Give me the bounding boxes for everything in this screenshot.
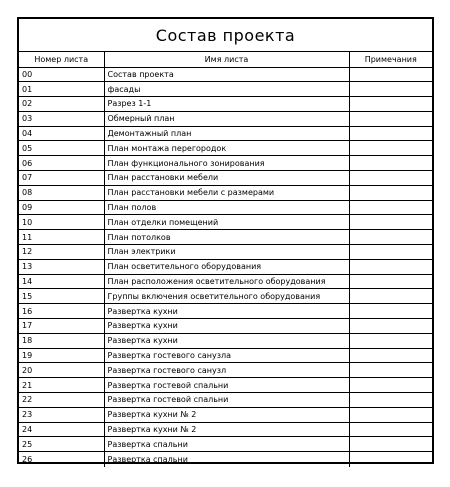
header-row: [19, 52, 432, 67]
table-row: [19, 333, 432, 348]
table-row: [19, 245, 432, 260]
sheet-name-cell: Развертка гостевой спальни: [104, 378, 349, 393]
notes-cell: [349, 452, 432, 467]
sheet-name-cell: План расстановки мебели с размерами: [104, 185, 349, 200]
table-row: [19, 82, 432, 97]
sheet-title: Состав проекта: [19, 19, 432, 52]
sheet-name-cell: Развертка гостевого санузл: [104, 363, 349, 378]
notes-cell: [349, 407, 432, 422]
sheet-name-cell: Группы включения осветительного оборудования: [104, 289, 349, 304]
column-header-sheet-number: Номер листа: [19, 52, 104, 67]
sheet-name-cell: Обмерный план: [104, 111, 349, 126]
sheet-number-cell: 03: [19, 111, 104, 126]
notes-cell: [349, 348, 432, 363]
sheet-name-cell: План монтажа перегородок: [104, 141, 349, 156]
notes-cell: [349, 333, 432, 348]
sheet-number-cell: 22: [19, 393, 104, 408]
table-row: [19, 97, 432, 112]
notes-cell: [349, 393, 432, 408]
sheet-number-cell: 18: [19, 333, 104, 348]
sheet-name-cell: Демонтажный план: [104, 126, 349, 141]
sheet-number-cell: 14: [19, 274, 104, 289]
table-row: [19, 407, 432, 422]
notes-cell: [349, 200, 432, 215]
sheet-number-cell: 20: [19, 363, 104, 378]
notes-cell: [349, 97, 432, 112]
table-row: [19, 437, 432, 452]
notes-cell: [349, 141, 432, 156]
sheet-name-cell: План осветительного оборудования: [104, 259, 349, 274]
sheet-name-cell: Развертка кухни № 2: [104, 422, 349, 437]
table-row: [19, 171, 432, 186]
table-row: [19, 141, 432, 156]
sheet-name-cell: Развертка кухни № 2: [104, 407, 349, 422]
notes-cell: [349, 378, 432, 393]
sheet-name-cell: фасады: [104, 82, 349, 97]
sheet-number-cell: 17: [19, 319, 104, 334]
table-row: [19, 126, 432, 141]
column-header-sheet-name: Имя листа: [104, 52, 349, 67]
sheet-name-cell: Развертка кухни: [104, 304, 349, 319]
table-row: [19, 363, 432, 378]
sheet-number-cell: 05: [19, 141, 104, 156]
sheet-number-cell: 24: [19, 422, 104, 437]
notes-cell: [349, 437, 432, 452]
table-row: [19, 215, 432, 230]
sheet-number-cell: 06: [19, 156, 104, 171]
sheet-number-cell: 21: [19, 378, 104, 393]
table-row: [19, 304, 432, 319]
sheet-name-cell: План электрики: [104, 245, 349, 260]
contents-table: [19, 52, 432, 467]
notes-cell: [349, 67, 432, 82]
sheet-number-cell: 16: [19, 304, 104, 319]
table-row: [19, 156, 432, 171]
sheet-name-cell: План полов: [104, 200, 349, 215]
sheet-number-cell: 09: [19, 200, 104, 215]
notes-cell: [349, 156, 432, 171]
table-row: [19, 348, 432, 363]
column-header-notes: Примечания: [349, 52, 432, 67]
table-row: [19, 422, 432, 437]
notes-cell: [349, 289, 432, 304]
sheet-number-cell: 07: [19, 171, 104, 186]
sheet-number-cell: 00: [19, 67, 104, 82]
sheet-name-cell: Развертка спальни: [104, 452, 349, 467]
table-row: [19, 259, 432, 274]
notes-cell: [349, 274, 432, 289]
sheet-number-cell: 19: [19, 348, 104, 363]
sheet-number-cell: 15: [19, 289, 104, 304]
notes-cell: [349, 230, 432, 245]
notes-cell: [349, 304, 432, 319]
sheet-number-cell: 12: [19, 245, 104, 260]
sheet-number-cell: 23: [19, 407, 104, 422]
table-row: [19, 393, 432, 408]
table-row: [19, 230, 432, 245]
sheet-name-cell: Развертка кухни: [104, 333, 349, 348]
table-row: [19, 111, 432, 126]
notes-cell: [349, 422, 432, 437]
sheet-name-cell: План функционального зонирования: [104, 156, 349, 171]
sheet-name-cell: Развертка кухни: [104, 319, 349, 334]
notes-cell: [349, 259, 432, 274]
notes-cell: [349, 319, 432, 334]
sheet-name-cell: План расположения осветительного оборудования: [104, 274, 349, 289]
project-contents-sheet: [17, 17, 434, 464]
table-row: [19, 200, 432, 215]
sheet-name-cell: Состав проекта: [104, 67, 349, 82]
sheet-number-cell: 04: [19, 126, 104, 141]
sheet-name-cell: План расстановки мебели: [104, 171, 349, 186]
table-row: [19, 319, 432, 334]
table-row: [19, 67, 432, 82]
sheet-number-cell: 26: [19, 452, 104, 467]
table-row: [19, 185, 432, 200]
sheet-number-cell: 01: [19, 82, 104, 97]
notes-cell: [349, 111, 432, 126]
notes-cell: [349, 245, 432, 260]
sheet-name-cell: Развертка гостевого санузла: [104, 348, 349, 363]
sheet-number-cell: 13: [19, 259, 104, 274]
notes-cell: [349, 215, 432, 230]
table-row: [19, 274, 432, 289]
notes-cell: [349, 185, 432, 200]
notes-cell: [349, 363, 432, 378]
table-row: [19, 378, 432, 393]
sheet-name-cell: Развертка спальни: [104, 437, 349, 452]
sheet-number-cell: 11: [19, 230, 104, 245]
sheet-name-cell: План потолков: [104, 230, 349, 245]
sheet-number-cell: 25: [19, 437, 104, 452]
notes-cell: [349, 126, 432, 141]
table-row: [19, 452, 432, 467]
notes-cell: [349, 82, 432, 97]
sheet-number-cell: 02: [19, 97, 104, 112]
notes-cell: [349, 171, 432, 186]
sheet-name-cell: Развертка гостевой спальни: [104, 393, 349, 408]
sheet-name-cell: Разрез 1-1: [104, 97, 349, 112]
sheet-name-cell: План отделки помещений: [104, 215, 349, 230]
sheet-number-cell: 08: [19, 185, 104, 200]
table-row: [19, 289, 432, 304]
sheet-number-cell: 10: [19, 215, 104, 230]
